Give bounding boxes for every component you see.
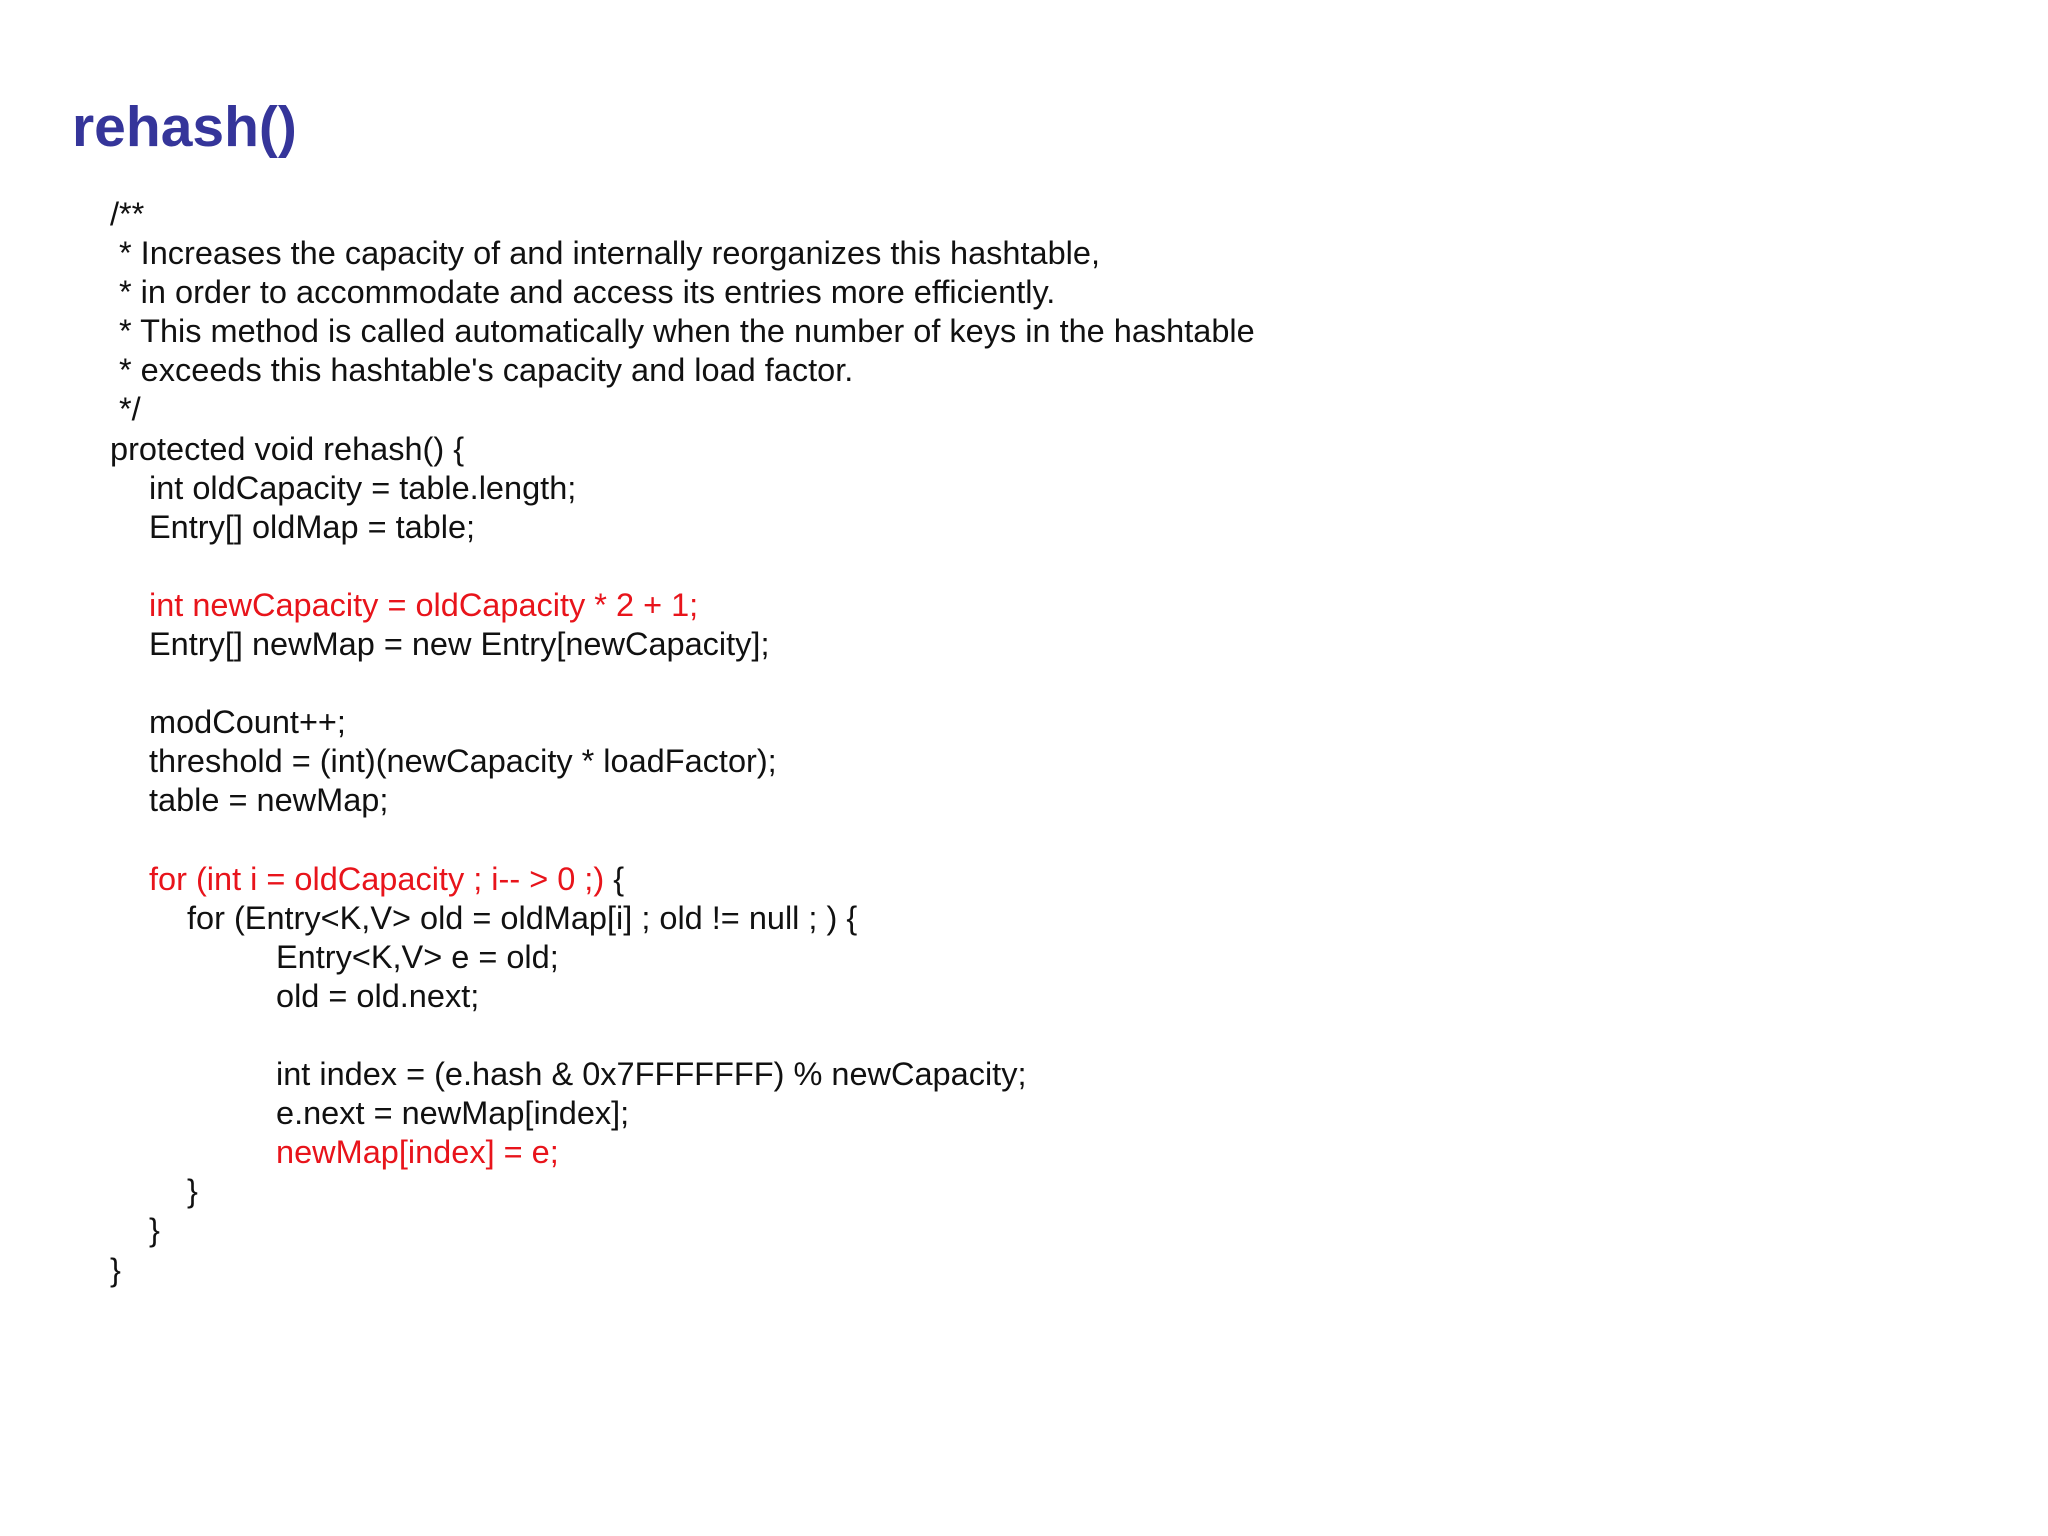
code-line-text: * in order to accommodate and access its entries more efficiently. [119,274,1056,311]
code-line-text: Entry[] oldMap = table; [149,508,476,545]
code-line-text: int index = (e.hash & 0x7FFFFFFF) % newCapacity; [276,1056,1027,1093]
code-line-text: threshold = (int)(newCapacity * loadFactor); [149,743,777,780]
code-line-text: e.next = newMap[index]; [276,1095,630,1132]
code-line-text: for (int i = oldCapacity ; i-- > 0 ;) [149,860,605,897]
code-blank-line [110,1016,1255,1055]
code-line-text: int oldCapacity = table.length; [149,469,577,506]
code-line-text: } [187,1173,198,1210]
code-line-text: * exceeds this hashtable's capacity and load factor. [119,352,854,389]
code-line [110,390,1255,429]
code-line-text: /** [110,196,145,232]
code-line-text: */ [119,391,141,428]
code-line-text: table = newMap; [149,782,389,819]
code-line-text: } [110,1251,121,1288]
code-line [110,781,1255,820]
code-line [110,899,1255,938]
code-line [110,234,1255,273]
code-line-text: * This method is called automatically when the number of keys in the hashtable [119,313,1255,350]
code-line [110,1251,1255,1290]
code-line [110,430,1255,469]
code-line [110,742,1255,781]
code-blank-line [110,821,1255,860]
code-line-text: Entry<K,V> e = old; [276,938,559,975]
code-line-text: for (Entry<K,V> old = oldMap[i] ; old != null ; ) { [187,899,858,936]
code-line [110,1172,1255,1211]
code-line [110,977,1255,1016]
code-line [110,1133,1255,1172]
code-line-text: newMap[index] = e; [276,1134,559,1171]
code-line [110,860,1255,899]
code-line-text: int newCapacity = oldCapacity * 2 + 1; [149,586,699,623]
code-line-text: } [149,1212,160,1249]
code-line [110,508,1255,547]
code-block [110,195,1255,1290]
code-line [110,1211,1255,1250]
code-line-text: modCount++; [149,704,346,741]
code-line [110,469,1255,508]
code-blank-line [110,547,1255,586]
code-line [110,312,1255,351]
code-line-text: protected void rehash() { [110,430,465,467]
code-line [110,625,1255,664]
code-line [110,351,1255,390]
code-line-text: old = old.next; [276,977,480,1014]
slide-title: rehash() [72,95,297,159]
code-line [110,273,1255,312]
code-line [110,1094,1255,1133]
code-line [110,586,1255,625]
code-line-text: * Increases the capacity of and internally reorganizes this hashtable, [119,235,1100,272]
code-line-tail: { [604,860,625,897]
code-line [110,938,1255,977]
code-line-text: Entry[] newMap = new Entry[newCapacity]; [149,626,770,663]
code-blank-line [110,664,1255,703]
code-line [110,195,1255,234]
code-line [110,703,1255,742]
code-line [110,1055,1255,1094]
